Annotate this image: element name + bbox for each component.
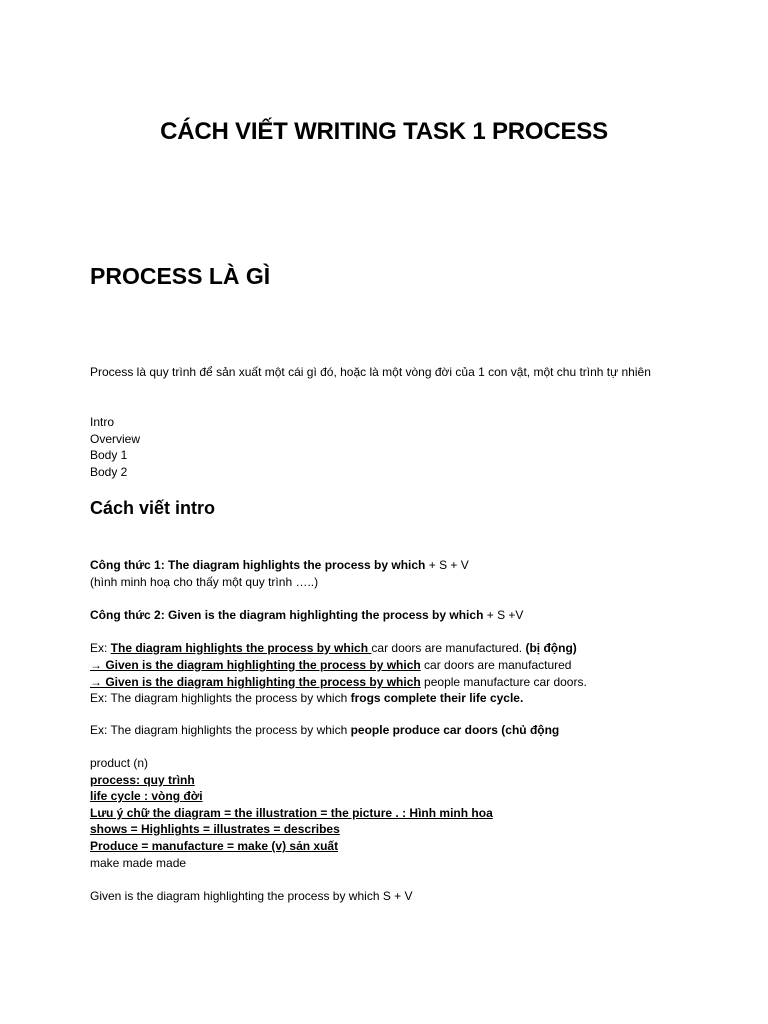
example-4-bold: frogs complete their life cycle. xyxy=(350,691,524,705)
document-title: CÁCH VIẾT WRITING TASK 1 PROCESS xyxy=(160,118,608,145)
example-3 xyxy=(90,674,587,690)
final-formula: Given is the diagram highlighting the process by which S + V xyxy=(90,889,413,903)
example-2-formula: → Given is the diagram highlighting the process by which xyxy=(90,658,421,672)
vocab-life-cycle: life cycle : vòng đời xyxy=(90,789,203,803)
example-5 xyxy=(90,722,559,738)
vocab-produce-synonyms: Produce = manufacture = make (v) sản xuất xyxy=(90,839,339,853)
structure-item-body2: Body 2 xyxy=(90,465,128,479)
example-4 xyxy=(90,690,523,706)
example-3-formula: → Given is the diagram highlighting the process by which xyxy=(90,675,421,689)
example-2 xyxy=(90,657,571,673)
vocab-product: product (n) xyxy=(90,756,149,770)
formula-2 xyxy=(90,607,523,623)
example-3-rest: people manufacture car doors. xyxy=(420,675,587,689)
heading-process: PROCESS LÀ GÌ xyxy=(90,263,271,289)
example-1-subject: car doors are manufactured. xyxy=(371,641,526,655)
formula-2-rest: + S +V xyxy=(483,608,524,622)
formula-1 xyxy=(90,557,469,573)
formula-1-bold: Công thức 1: The diagram highlights the process by which xyxy=(90,558,426,572)
vocab-process: process: quy trình xyxy=(90,773,195,787)
heading-intro: Cách viết intro xyxy=(90,498,216,518)
formula-1-rest: + S + V xyxy=(425,558,469,572)
structure-item-body1: Body 1 xyxy=(90,448,128,462)
verb-forms: make made made xyxy=(90,856,187,870)
formula-2-bold: Công thức 2: Given is the diagram highlighting the process by which xyxy=(90,608,484,622)
example-2-rest: car doors are manufactured xyxy=(420,658,572,672)
formula-1-note: (hình minh hoạ cho thấy một quy trình …..) xyxy=(90,575,319,589)
structure-item-overview: Overview xyxy=(90,432,141,446)
vocab-shows-synonyms: shows = Highlights = illustrates = describes xyxy=(90,822,340,836)
example-5-prefix: Ex: The diagram highlights the process by which xyxy=(90,723,351,737)
example-1-note: (bị động) xyxy=(525,641,577,655)
example-1-prefix: Ex: xyxy=(90,641,111,655)
vocab-diagram-synonyms: Lưu ý chữ the diagram = the illustration = the picture . : Hình minh hoa xyxy=(90,806,493,820)
definition-text: Process là quy trình để sản xuất một cái gì đó, hoặc là một vòng đời của 1 con vật, một chu trình tự nhiên xyxy=(90,365,651,379)
example-5-bold: people produce car doors (chủ động xyxy=(350,723,560,737)
example-1-formula: The diagram highlights the process by which xyxy=(110,641,372,655)
example-4-prefix: Ex: The diagram highlights the process by which xyxy=(90,691,351,705)
structure-item-intro: Intro xyxy=(90,415,115,429)
example-1 xyxy=(90,640,577,656)
